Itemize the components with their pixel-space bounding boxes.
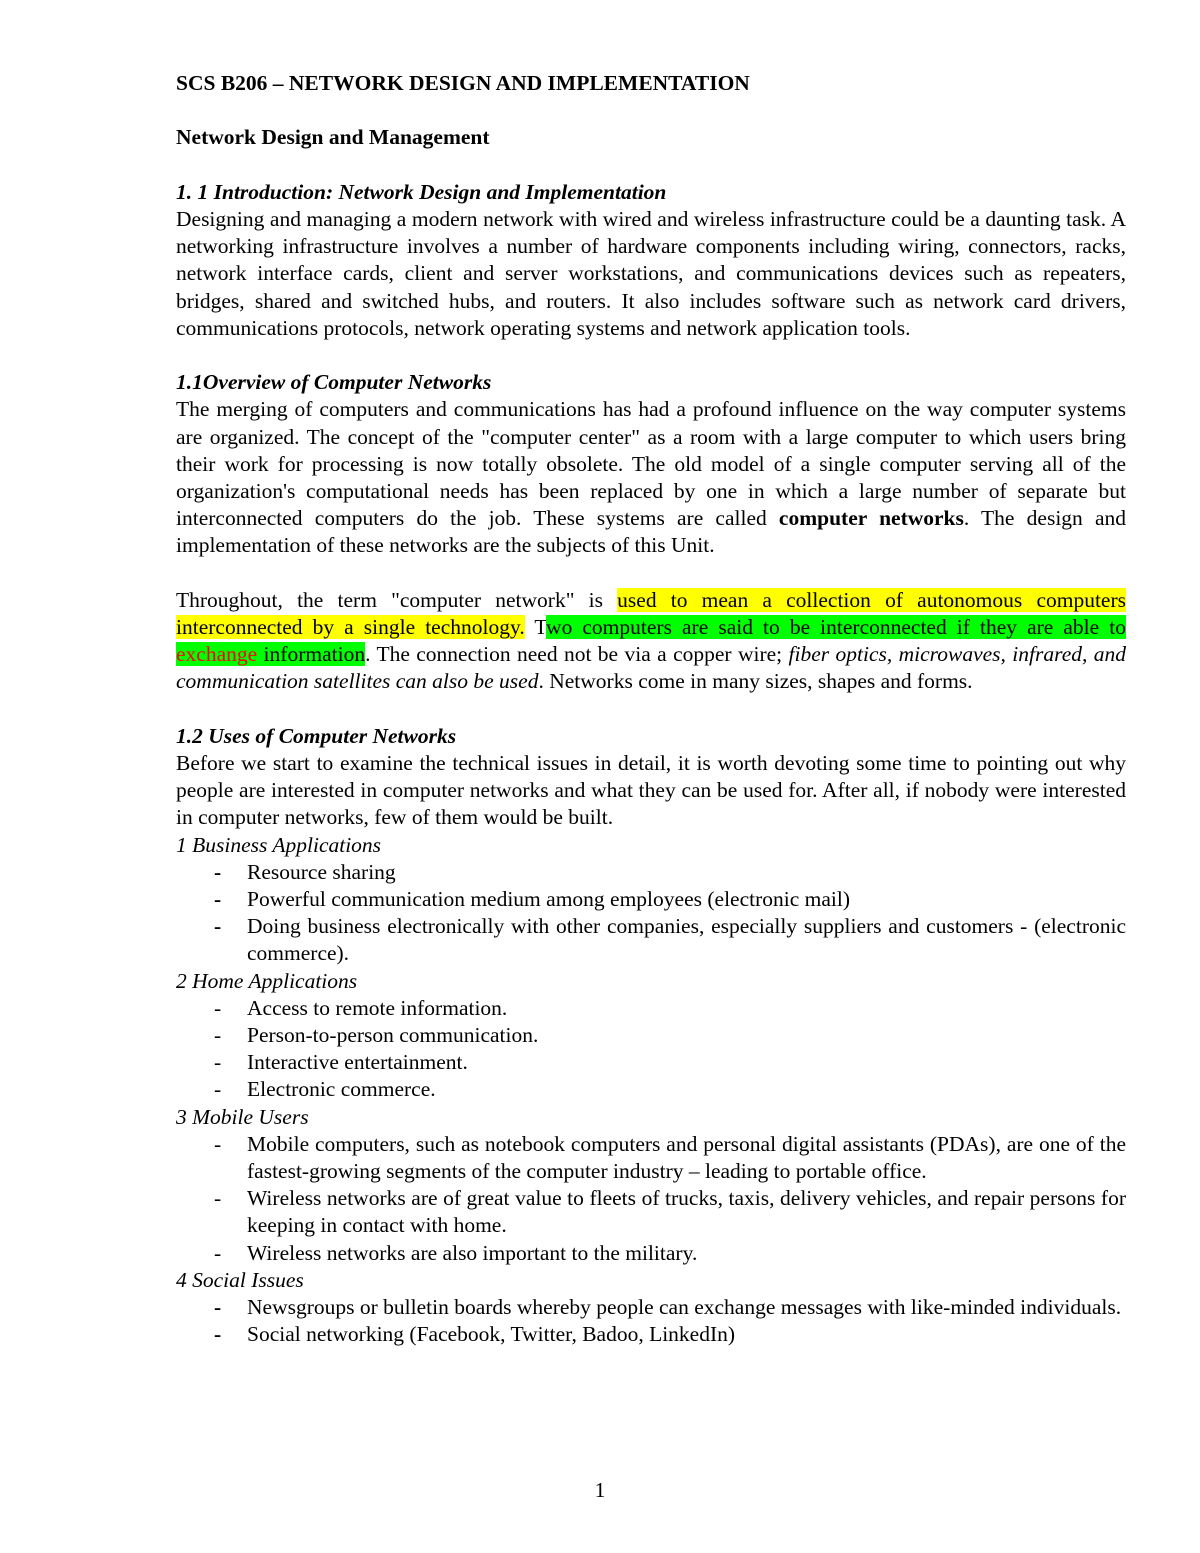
bullet-dash: -	[214, 859, 222, 884]
social-list	[176, 1294, 1126, 1348]
section-heading-uses: 1.2 Uses of Computer Networks	[176, 723, 457, 748]
list-item	[176, 995, 1126, 1022]
definition-text: Throughout, the term "computer network" is	[176, 587, 618, 612]
list-item	[176, 886, 1126, 913]
exchange-red-word: exchange	[176, 642, 258, 667]
section-heading-introduction: 1. 1 Introduction: Network Design and Implementation	[176, 179, 667, 204]
uses-paragraph: Before we start to examine the technical issues in detail, it is worth devoting some time to pointing out why people are interested in computer networks and what they can be used for. After all, if nobody were interested in computer networks, few of them would be built.	[176, 751, 1126, 830]
list-item-text: Powerful communication medium among employees (electronic mail)	[247, 887, 851, 912]
document-page	[176, 70, 1126, 1348]
list-item-text: Doing business electronically with other companies, especially suppliers and customers - (electronic commerce).	[247, 914, 1126, 966]
list-item	[176, 1294, 1126, 1321]
definition-text-mid: . The connection need not be via a copper wire;	[365, 642, 789, 667]
definition-paragraph	[176, 587, 1126, 696]
document-title: SCS B206 – NETWORK DESIGN AND IMPLEMENTATION	[176, 71, 750, 95]
green-highlight-text-end: information	[257, 642, 366, 667]
list-item-text: Newsgroups or bulletin boards whereby people can exchange messages with like-minded individuals.	[247, 1295, 1122, 1320]
bullet-dash: -	[214, 1322, 222, 1347]
bullet-dash: -	[214, 887, 222, 912]
overview-paragraph	[176, 396, 1126, 559]
bullet-dash: -	[214, 1186, 222, 1211]
bullet-dash: -	[214, 1131, 222, 1156]
spacer	[176, 97, 1126, 124]
list-item-text: Social networking (Facebook, Twitter, Badoo, LinkedIn)	[247, 1322, 736, 1347]
bullet-dash: -	[214, 1077, 222, 1102]
list-item	[176, 859, 1126, 886]
bullet-dash: -	[214, 914, 222, 939]
document-subtitle: Network Design and Management	[176, 125, 490, 150]
spacer	[176, 560, 1126, 587]
spacer	[176, 342, 1126, 369]
computer-networks-term: computer networks	[778, 506, 964, 531]
introduction-paragraph: Designing and managing a modern network with wired and wireless infrastructure could be a daunting task. A networking infrastructure involves a number of hardware components including wiring, connectors, racks, network interface cards, client and server workstations, and communications devices such as repeaters, bridges, shared and switched hubs, and routers. It also includes software such as network card drivers, communications protocols, network operating systems and network application tools.	[176, 206, 1126, 340]
list-item	[176, 1131, 1126, 1185]
overview-text-end: . The design and implementation of these networks are the subjects of this Unit.	[176, 506, 1127, 558]
bullet-dash: -	[214, 1295, 222, 1320]
list-item-text: Interactive entertainment.	[247, 1050, 468, 1075]
spacer	[176, 152, 1126, 179]
list-item-text: Access to remote information.	[247, 995, 508, 1020]
list-item-text: Electronic commerce.	[247, 1077, 436, 1102]
list-item-text: Mobile computers, such as notebook computers and personal digital assistants (PDAs), are one of the fastest-growing segments of the computer industry – leading to portable office.	[247, 1131, 1126, 1184]
home-list	[176, 995, 1126, 1104]
list-item-text: Resource sharing	[247, 859, 396, 884]
section-heading-overview: 1.1Overview of Computer Networks	[176, 370, 492, 395]
list-item	[176, 913, 1126, 967]
bullet-dash: -	[214, 995, 222, 1020]
mobile-list	[176, 1131, 1126, 1267]
list-item	[176, 1049, 1126, 1076]
list-item	[176, 1022, 1126, 1049]
business-list	[176, 859, 1126, 968]
list-item	[176, 1076, 1126, 1103]
list-item	[176, 1185, 1126, 1239]
group-title-mobile: 3 Mobile Users	[176, 1104, 309, 1129]
green-highlight-text: wo computers are said to be interconnected if they are able to	[546, 615, 1126, 639]
list-item-text: Wireless networks are also important to the military.	[247, 1240, 698, 1265]
bullet-dash: -	[214, 1240, 222, 1265]
page-number: 1	[594, 1478, 606, 1502]
group-title-social: 4 Social Issues	[176, 1267, 304, 1292]
group-title-home: 2 Home Applications	[176, 968, 358, 993]
bullet-dash: -	[214, 1050, 222, 1075]
list-item	[176, 1240, 1126, 1267]
definition-text-t: T	[524, 615, 547, 639]
group-title-business: 1 Business Applications	[176, 832, 382, 857]
spacer	[176, 696, 1126, 723]
list-item-text: Wireless networks are of great value to fleets of trucks, taxis, delivery vehicles, and repair persons for keeping in contact with home.	[247, 1186, 1126, 1238]
media-italic-text: fiber optics, microwaves, infrared, and communication satellites can also be used	[176, 642, 1126, 694]
definition-text-end: . Networks come in many sizes, shapes and forms.	[538, 669, 973, 694]
yellow-highlight: used to mean a collection of autonomous computers interconnected by a single technology.	[176, 587, 1126, 639]
bullet-dash: -	[214, 1023, 222, 1048]
list-item-text: Person-to-person communication.	[247, 1023, 539, 1048]
list-item	[176, 1321, 1126, 1348]
overview-text: The merging of computers and communications has had a profound influence on the way computer systems are organized. The concept of the "computer center" as a room with a large computer to which users bring their work for processing is now totally obsolete. The old model of a single computer serving all of the organization's computational needs has been replaced by one in which a large number of separate but interconnected computers do the job. These systems are called	[176, 397, 1126, 531]
